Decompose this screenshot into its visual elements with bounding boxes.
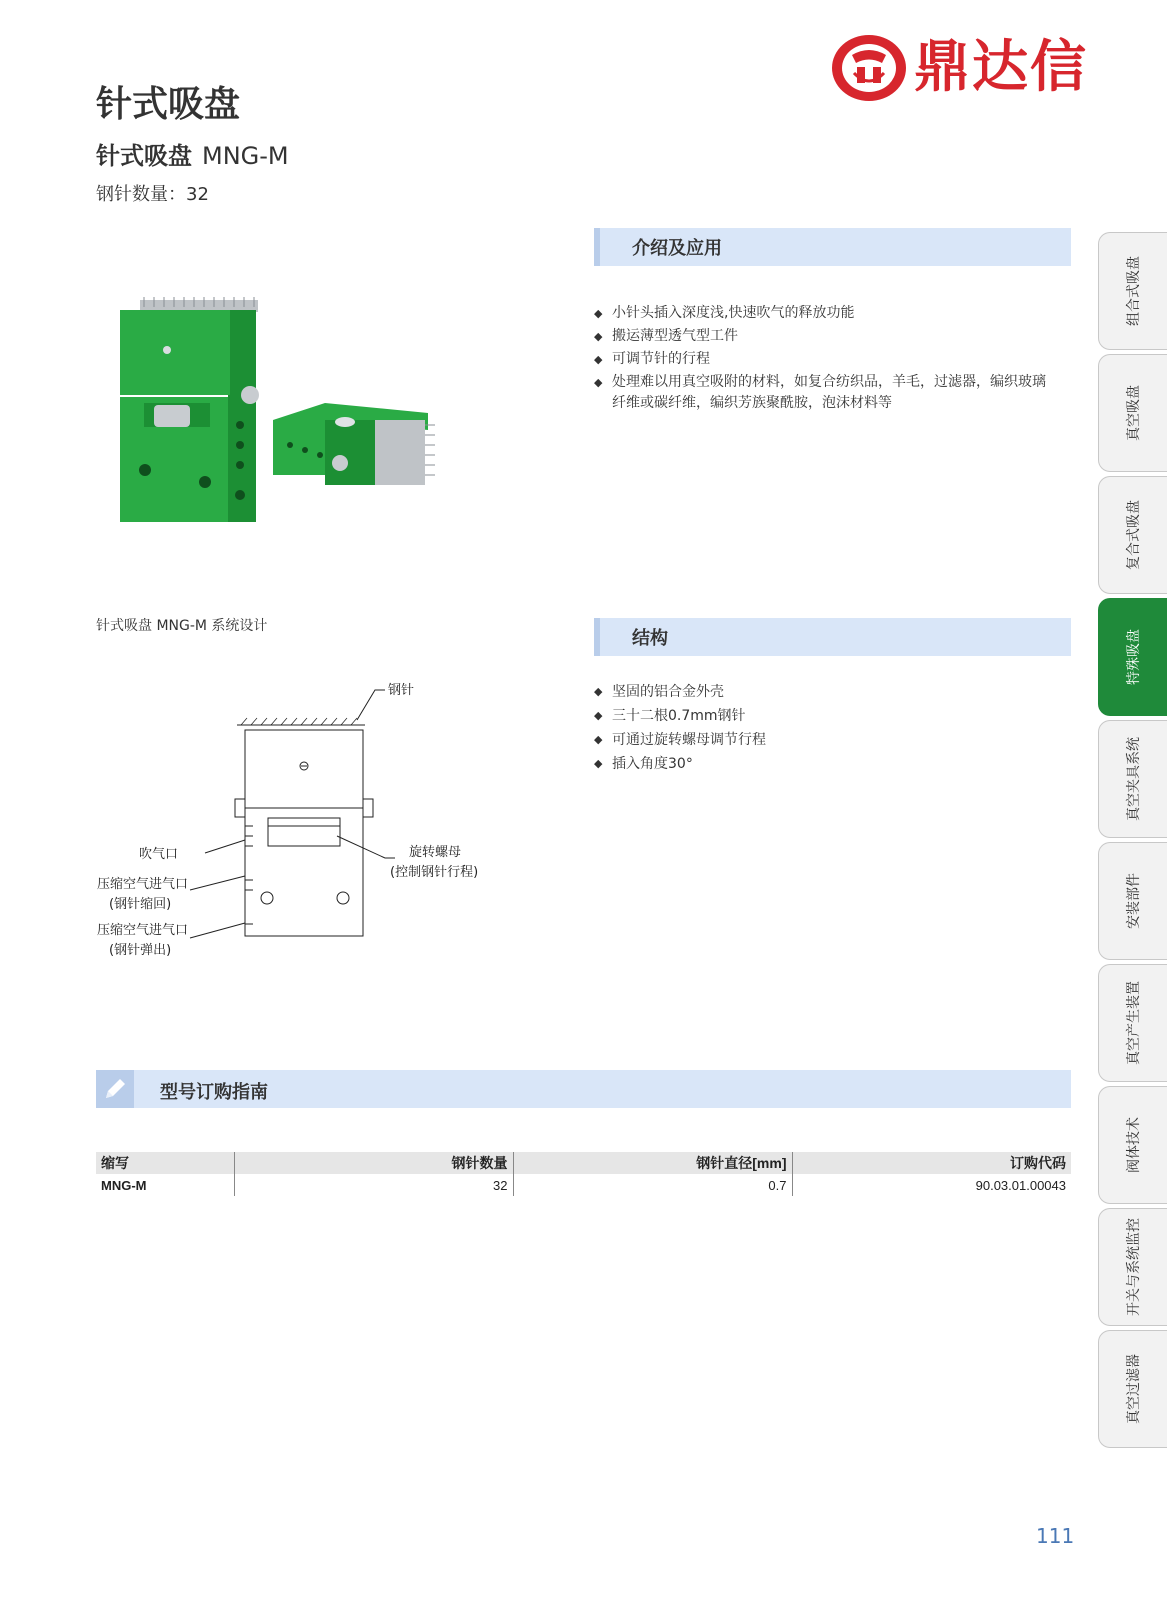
cell-abbreviation: MNG-M: [101, 1177, 147, 1193]
order-guide-header: [96, 1070, 1071, 1108]
label-extend-port-2: (钢针弹出): [109, 943, 172, 958]
list-item: ◆ 坚固的铝合金外壳: [594, 681, 1054, 703]
tab-vacuum-gripper-systems[interactable]: [1098, 720, 1167, 838]
brand-logo: [830, 30, 1135, 105]
tab-switches-monitoring[interactable]: [1098, 1208, 1167, 1326]
label-nut-1: 旋转螺母: [409, 845, 462, 860]
tab-label: 真空过滤器: [1126, 1354, 1142, 1424]
col-abbreviation: 缩写: [96, 1152, 234, 1174]
list-item: ◆ 可调节针的行程: [594, 349, 1054, 370]
page-number: 111: [1036, 1524, 1075, 1548]
list-item: ◆ 三十二根0.7mm钢针: [594, 705, 1054, 727]
tab-label: 开关与系统监控: [1126, 1218, 1142, 1316]
label-extend-port-1: 压缩空气进气口: [97, 923, 189, 938]
brand-mark-icon: [830, 33, 908, 103]
subtitle-model: MNG-M: [202, 142, 289, 170]
label-nut-2: (控制钢针行程): [390, 865, 479, 880]
tab-label: 真空夹具系统: [1126, 737, 1142, 821]
subtitle-name: 针式吸盘: [96, 142, 192, 170]
structure-title: 结构: [632, 628, 668, 649]
label-retract-port-2: (钢针缩回): [109, 897, 172, 912]
order-guide-title: 型号订购指南: [160, 1082, 268, 1103]
product-photo: [110, 295, 450, 540]
pin-count: 钢针数量：32: [96, 184, 209, 205]
tab-label: 特殊吸盘: [1126, 629, 1142, 685]
tab-vacuum-filters[interactable]: [1098, 1330, 1167, 1448]
tab-vacuum-cups[interactable]: [1098, 354, 1167, 472]
pencil-icon: [96, 1070, 134, 1108]
intro-list: [594, 303, 1054, 416]
tab-valve-technology[interactable]: [1098, 1086, 1167, 1204]
list-item: ◆ 搬运薄型透气型工件: [594, 326, 1054, 347]
product-subtitle: [96, 136, 289, 171]
table-row: [96, 1174, 1071, 1196]
intro-section-header: [594, 228, 1071, 266]
table-header-row: [96, 1152, 1071, 1174]
cell-pin-diameter: 0.7: [513, 1174, 792, 1196]
list-item: ◆ 插入角度30°: [594, 753, 1054, 775]
tab-label: 阀体技术: [1126, 1117, 1142, 1173]
intro-title: 介绍及应用: [632, 238, 722, 259]
tab-label: 安装部件: [1126, 873, 1142, 929]
tab-label: 组合式吸盘: [1126, 256, 1142, 326]
list-item: ◆ 可通过旋转螺母调节行程: [594, 729, 1054, 751]
label-pin: 钢针: [388, 683, 415, 698]
col-pin-diameter: 钢针直径[mm]: [513, 1152, 792, 1174]
list-item: ◆ 处理难以用真空吸附的材料，如复合纺织品，羊毛，过滤器，编织玻璃纤维或碳纤维，编织芳族聚酰胺，泡沫材料等: [594, 372, 1054, 414]
tab-vacuum-generators[interactable]: [1098, 964, 1167, 1082]
tab-combination-cups[interactable]: [1098, 232, 1167, 350]
tab-special-cups[interactable]: [1098, 598, 1167, 716]
cell-order-code: 90.03.01.00043: [792, 1174, 1071, 1196]
col-pin-count: 钢针数量: [234, 1152, 513, 1174]
cell-pin-count: 32: [234, 1174, 513, 1196]
tab-mounting-parts[interactable]: [1098, 842, 1167, 960]
structure-list: [594, 681, 1054, 777]
brand-name: 鼎达信: [914, 34, 1088, 100]
label-blow-port: 吹气口: [139, 847, 179, 862]
structure-section-header: [594, 618, 1071, 656]
tab-compound-cups[interactable]: [1098, 476, 1167, 594]
label-retract-port-1: 压缩空气进气口: [97, 877, 189, 892]
tab-label: 真空产生装置: [1126, 981, 1142, 1065]
col-order-code: 订购代码: [792, 1152, 1071, 1174]
diagram-caption: 针式吸盘 MNG-M 系统设计: [96, 618, 268, 634]
tab-label: 真空吸盘: [1126, 385, 1142, 441]
tab-label: 复合式吸盘: [1126, 500, 1142, 570]
order-table: [96, 1152, 1071, 1196]
list-item: ◆ 小针头插入深度浅,快速吹气的释放功能: [594, 303, 1054, 324]
system-diagram: [95, 668, 515, 978]
page-title: 针式吸盘: [96, 84, 241, 125]
